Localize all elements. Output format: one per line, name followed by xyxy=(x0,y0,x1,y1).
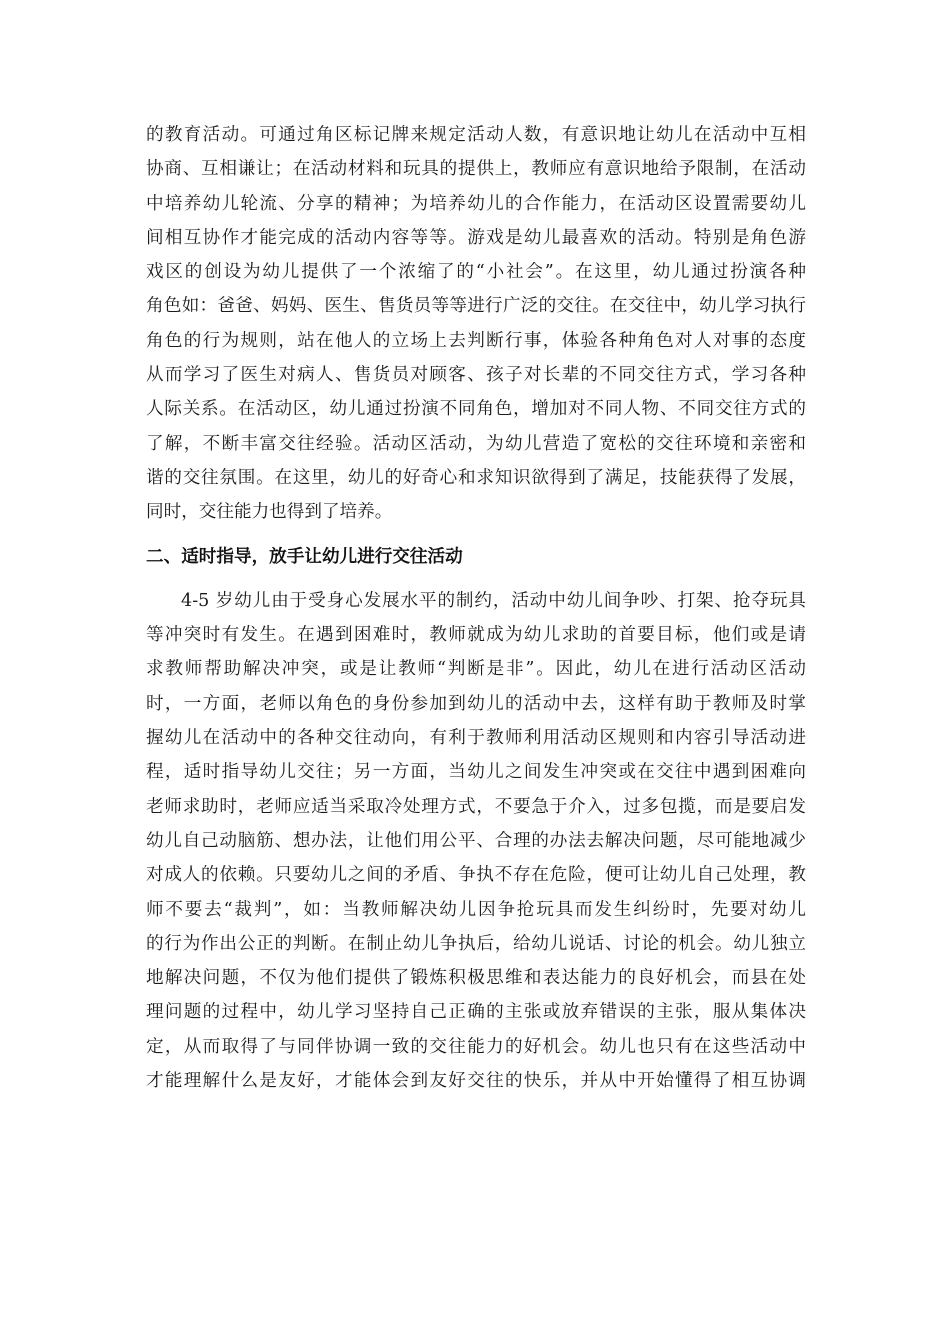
text-line: 谐的交往氛围。在这里，幼儿的好奇心和求知识欲得到了满足，技能获得了发展， xyxy=(146,467,806,488)
text-line: 老师求助时，老师应适当采取冷处理方式，不要急于介入，过多包揽，而是要启发 xyxy=(146,796,806,817)
text-line: 理问题的过程中，幼儿学习坚持自己正确的主张或放弃错误的主张，服从集体决 xyxy=(146,1002,806,1023)
text-line: 时，一方面，老师以角色的身份参加到幼儿的活动中去，这样有助于教师及时掌 xyxy=(146,693,806,714)
text-line: 程，适时指导幼儿交往；另一方面，当幼儿之间发生冲突或在交往中遇到困难向 xyxy=(146,762,806,783)
text-line: 对成人的依赖。只要幼儿之间的矛盾、争执不存在危险，便可让幼儿自己处理，教 xyxy=(146,865,806,886)
text-line: 角色的行为规则，站在他人的立场上去判断行事，体验各种角色对人对事的态度 xyxy=(146,330,806,351)
text-line: 间相互协作才能完成的活动内容等等。游戏是幼儿最喜欢的活动。特别是角色游 xyxy=(146,227,806,248)
text-line: 角色如：爸爸、妈妈、医生、售货员等等进行广泛的交往。在交往中，幼儿学习执行 xyxy=(146,296,806,317)
text-line: 的教育活动。可通过角区标记牌来规定活动人数，有意识地让幼儿在活动中互相 xyxy=(146,125,806,145)
section-heading: 二、适时指导，放手让幼儿进行交往活动 xyxy=(146,546,463,567)
text-line: 等冲突时有发生。在遇到困难时，教师就成为幼儿求助的首要目标，他们或是请 xyxy=(146,625,806,646)
document-body xyxy=(146,118,806,1098)
text-line: 了解，不断丰富交往经验。活动区活动，为幼儿营造了宽松的交往环境和亲密和 xyxy=(146,433,806,454)
text-line: 的行为作出公正的判断。在制止幼儿争执后，给幼儿说话、讨论的机会。幼儿独立 xyxy=(146,933,806,954)
text-line: 握幼儿在活动中的各种交往动向，有利于教师利用活动区规则和内容引导活动进 xyxy=(146,728,806,749)
text-line: 人际关系。在活动区，幼儿通过扮演不同角色，增加对不同人物、不同交往方式的 xyxy=(146,399,806,420)
text-line: 从而学习了医生对病人、售货员对顾客、孩子对长辈的不同交往方式，学习各种 xyxy=(146,365,806,386)
paragraph-guidance xyxy=(146,584,806,1098)
text-line: 同时，交往能力也得到了培养。 xyxy=(146,502,393,523)
text-line: 戏区的创设为幼儿提供了一个浓缩了的“小社会”。在这里，幼儿通过扮演各种 xyxy=(146,262,806,283)
text-line: 师不要去“裁判”，如：当教师解决幼儿因争抢玩具而发生纠纷时，先要对幼儿 xyxy=(146,899,806,920)
text-line: 定，从而取得了与同伴协调一致的交往能力的好机会。幼儿也只有在这些活动中 xyxy=(146,1036,806,1057)
text-line: 才能理解什么是友好，才能体会到友好交往的快乐，并从中开始懂得了相互协调 xyxy=(146,1071,806,1092)
text-line: 求教师帮助解决冲突，或是让教师“判断是非”。因此，幼儿在进行活动区活动 xyxy=(146,659,806,680)
text-line: 4-5 岁幼儿由于受身心发展水平的制约，活动中幼儿间争吵、打架、抢夺玩具 xyxy=(181,590,806,611)
paragraph-activity-areas xyxy=(146,118,806,530)
text-line: 地解决问题，不仅为他们提供了锻炼积极思维和表达能力的良好机会，而县在处 xyxy=(146,968,806,989)
text-line: 协商、互相谦让；在活动材料和玩具的提供上，教师应有意识地给予限制，在活动 xyxy=(146,159,806,180)
text-line: 中培养幼儿轮流、分享的精神；为培养幼儿的合作能力，在活动区设置需要幼儿 xyxy=(146,193,806,214)
text-line: 幼儿自己动脑筋、想办法，让他们用公平、合理的办法去解决问题，尽可能地减少 xyxy=(146,830,806,851)
